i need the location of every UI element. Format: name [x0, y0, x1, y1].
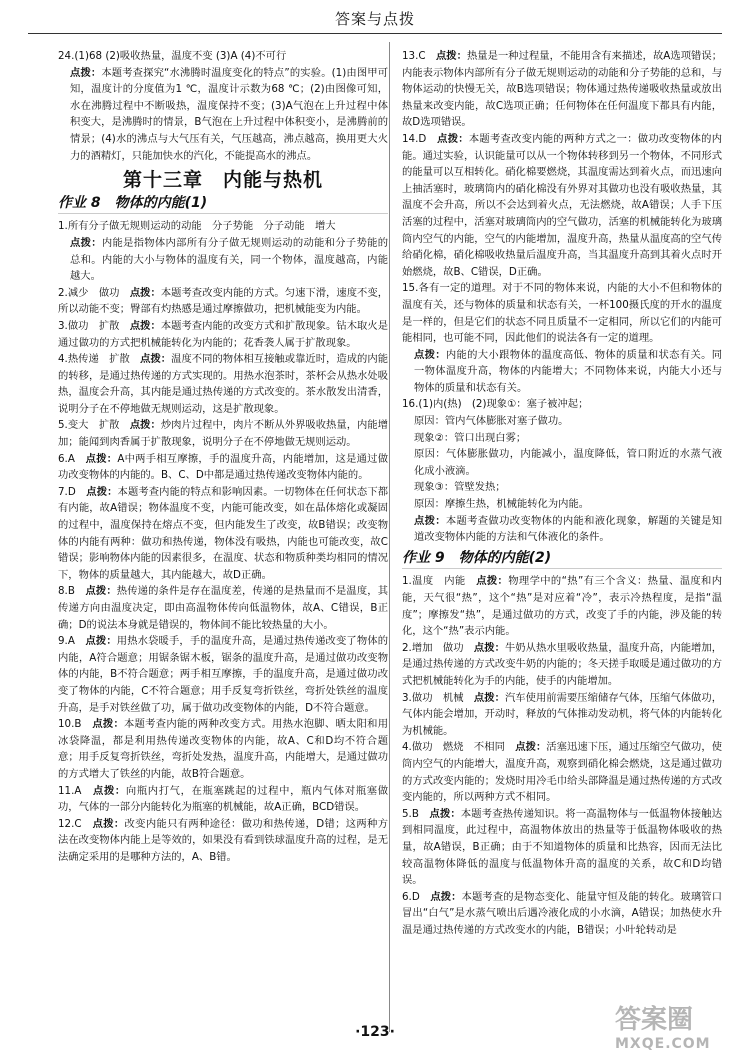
answer-6: 6.A 点拨：A中两手相互摩擦，手的温度升高，内能增加，这是通过做功改变物体的内能的。B、C、D中都是通过热传递改变物体内能的。 [58, 452, 389, 482]
page-title: 答案与点拨 [334, 10, 415, 28]
watermark-main: 答案圈 [615, 1005, 694, 1035]
answer-15: 15.各有一定的道理。对于不同的物体来说，内能的大小不但和物体的温度有关，还与物体的质量和状态有关，一杯100摄氏度的开水的温度是一样的，但是它们的状态不同且质量不一定相同，所以它们的内能可能相同，也可能不同，因此他们的说法各有一定的道理。 [402, 282, 722, 345]
answer-3: 3.做功 扩散 点拨：本题考查内能的改变方式和扩散现象。钻木取火是通过做功的方式把机械能转化为内能的；花香袭人属于扩散现象。 [58, 319, 388, 349]
answer-16-line: 原因：气体膨胀做功，内能减小，温度降低，管口附近的水蒸气液化成小液滴。 [414, 448, 722, 477]
answer-12: 12.C 点拨：改变内能只有两种途径：做功和热传递，D错；这两种方法在改变物体内能上是等效的，如果没有看到铁球温度升高的过程，是无法确定采用的是哪种方法的，A、B错。 [58, 817, 389, 863]
chapter-title: 第十三章 内能与热机 [122, 169, 323, 192]
header-rule [28, 33, 722, 34]
answer-14: 14.D 点拨：本题考查改变内能的两种方式之一：做功改变物体的内能。通过实验，认识能量可以从一个物体转移到另一个物体，不同形式的能量可以互相转化。硝化棉要燃烧，其温度需达到着火点，而迅速向上抽活塞时，玻璃筒内的硝化棉没有外界对其做功也没有吸收热量，其温度不会升高，所以不会达到着火点，无法燃烧，故A错误；人手下压活塞的过程中，活塞对玻璃筒内的空气做功，活塞的机械能转化为玻璃筒内空气的内能，空气的内能增加，温度升高，热量从温度高的空气传给硝化棉，硝化棉吸收热量后温度升高，当其温度升高到其着火点时开始燃烧，故B、C错误，D正确。 [402, 132, 723, 278]
answer-24: 24.(1)68 (2)吸收热量，温度不变 (3)A (4)不可行 [58, 50, 287, 62]
tip-1: 点拨：内能是指物体内部所有分子做无规则运动的动能和分子势能的总和。内能的大小与物体的温度有关，同一个物体，温度越高，内能越大。 [70, 236, 389, 283]
hw9-answer-3: 3.做功 机械 点拨：汽车使用前需要压缩储存气体，压缩气体做功，气体内能会增加，开动时，释放的气体推动发动机，将气体的内能转化为机械能。 [402, 691, 723, 737]
answer-10: 10.B 点拨：本题考查内能的两种改变方式。用热水泡脚、晒太阳和用冰袋降温，都是利用热传递改变物体的内能，故A、C和D均不符合题意；用手反复弯折铁丝，弯折处发热，温度升高，内能增大，是通过做功的方式增大了铁丝的内能，故B符合题意。 [58, 718, 389, 780]
answer-5: 5.变大 扩散 点拨：炒肉片过程中，肉片不断从外界吸收热量，内能增加；能闻到肉香属于扩散现象，说明分子在不停地做无规则运动。 [58, 419, 388, 449]
tip-15: 点拨：内能的大小跟物体的温度高低、物体的质量和状态有关。同一物体温度升高，物体的内能增大；不同物体来说，内能大小还与物体的质量和状态有关。 [414, 348, 723, 394]
watermark-sub: MXQE.COM [615, 1036, 711, 1052]
hw9-answer-2: 2.增加 做功 点拨：牛奶从热水里吸收热量，温度升高，内能增加，是通过热传递的方式改变牛奶的内能的；冬天搓手取暖是通过做功的方式把机械能转化为手的内能，使手的内能增加。 [402, 641, 723, 687]
answer-4: 4.热传递 扩散 点拨：温度不同的物体相互接触或靠近时，造成的内能的转移，是通过热传递的方式实现的。用热水泡茶时，茶杯会从热水处吸热，温度会升高，其内能是通过热传递的方式改变的。茶水散发出清香，说明分子在不停地做无规则运动，这是扩散现象。 [58, 353, 388, 415]
tip-16: 点拨：本题考查做功改变物体的内能和液化现象，解题的关键是知道改变物体内能的方法和气体液化的条件。 [414, 514, 723, 544]
answer-16-line: 原因：摩擦生热，机械能转化为内能。 [414, 498, 590, 511]
page-number: ·123· [355, 1024, 395, 1040]
right-column [402, 48, 722, 938]
left-column [58, 48, 388, 866]
homework-8-heading: 作业 8 物体的内能(1) [58, 195, 388, 215]
answer-16-line: 现象③：管壁发热； [414, 481, 506, 494]
hw9-answer-6: 6.D 点拨：本题考查的是物态变化、能量守恒及能的转化。玻璃管口冒出“白气”是水蒸气喷出后遇冷液化成的小水滴，A错误；加热使水升温是通过热传递的方式改变水的内能，B错误；小叶轮转动是 [402, 890, 722, 936]
answer-16-line: 现象②：管口出现白雾； [414, 431, 527, 444]
answer-2: 2.减少 做功 点拨：本题考查改变内能的方式。匀速下滑，速度不变，所以动能不变；臀部有灼热感是通过摩擦做功，把机械能变为内能。 [58, 286, 388, 316]
watermark-logo [615, 1005, 735, 1052]
hw9-answer-1: 1.温度 内能 点拨：物理学中的“热”有三个含义：热量、温度和内能，天气很“热”，这个“热”是对应着“冷”，表示冷热程度，是指“温度”；摩擦发“热”，是通过做功的方式，改变了手的内能，涉及能的转化，这个“热”表示内能。 [402, 575, 723, 638]
column-divider [389, 42, 390, 1032]
answer-1: 1.所有分子做无规则运动的动能 分子势能 分子动能 增大 [58, 220, 336, 233]
answer-7: 7.D 点拨：本题考查内能的特点和影响因素。一切物体在任何状态下都有内能，故A错误；物体温度不变，内能可能改变，如在晶体熔化或凝固的过程中，温度保持在熔点不变，但内能发生了改变，故B错误；改变物体的内能有两种：做功和热传递，物体没有吸热，内能也可能改变，故C错误；影响物体内能的因素很多，在温度、状态和物质种类均相同的情况下，物体的质量越大，其内能越大，故D正确。 [58, 485, 389, 581]
hw9-answer-4: 4.做功 燃烧 不相同 点拨：活塞迅速下压，通过压缩空气做功，使筒内空气的内能增大，温度升高，观察到硝化棉会燃烧，这是通过做功的方式改变内能的；发烧时用冷毛巾给头部降温是通过热传递的方式改变内能的，所以两种方式不相同。 [402, 741, 723, 804]
answer-13: 13.C 点拨：热量是一种过程量，不能用含有来描述，故A选项错误；内能表示物体内部所有分子做无规则运动的动能和分子势能的总和，与物体运动的快慢无关，故B选项错误；物体通过热传递吸收热量或放出热量来改变内能，故C选项正确；任何物体在任何温度下都具有内能，故D选项错误。 [402, 50, 723, 129]
answer-8: 8.B 点拨：热传递的条件是存在温度差，传递的是热量而不是温度，其传递方向由温度决定，即由高温物体传向低温物体，故A、C错误，B正确；D的说法本身就是错误的，物体间不能比较热量的大小。 [58, 585, 389, 631]
answer-16: 16.(1)内(热) (2)现象①：塞子被冲起； [402, 398, 589, 411]
answer-11: 11.A 点拨：向瓶内打气，在瓶塞跳起的过程中，瓶内气体对瓶塞做功，气体的一部分内能转化为瓶塞的机械能，故A正确，BCD错误。 [58, 784, 389, 814]
answer-9: 9.A 点拨：用热水袋暖手，手的温度升高，是通过热传递改变了物体的内能，A符合题意；用锯条锯木板，锯条的温度升高，是通过做功改变物体的内能，B不符合题意；两手相互摩擦，手的温度升高，是通过做功改变了物体的内能，C不符合题意；用手反复弯折铁丝，弯折处铁丝的温度升高，是手对铁丝做了功，属于做功改变物体的内能，D不符合题意。 [58, 635, 388, 714]
homework-9-heading: 作业 9 物体的内能(2) [402, 550, 722, 570]
page-header [0, 0, 750, 40]
hw9-answer-5: 5.B 点拨：本题考查热传递知识。将一高温物体与一低温物体接触达到相同温度，此过程中，高温物体放出的热量等于低温物体吸收的热量，故A错误，B正确；由于不知道物体的质量和比热容，因而无法比较高温物体降低的温度与低温物体升高的温度的关系，故C和D均错误。 [402, 807, 723, 887]
tip-24: 点拨：本题考查探究“水沸腾时温度变化的特点”的实验。(1)由图甲可知，温度计的分度值为1 ℃，温度计示数为68 ℃；(2)由图像可知，水在沸腾过程中不断吸热，温度保持不变；(3)A气泡在上升过程中体积变大，是沸腾时的情景，B气泡在上升过程中体积变小，是沸腾前的情景；(4)水的沸点与大气压有关，气压越高，沸点越高，换用更大火力的酒精灯，只能加快水的汽化，不能提高水的沸点。 [70, 66, 388, 162]
answer-16-line: 原因：管内气体膨胀对塞子做功。 [414, 415, 569, 428]
